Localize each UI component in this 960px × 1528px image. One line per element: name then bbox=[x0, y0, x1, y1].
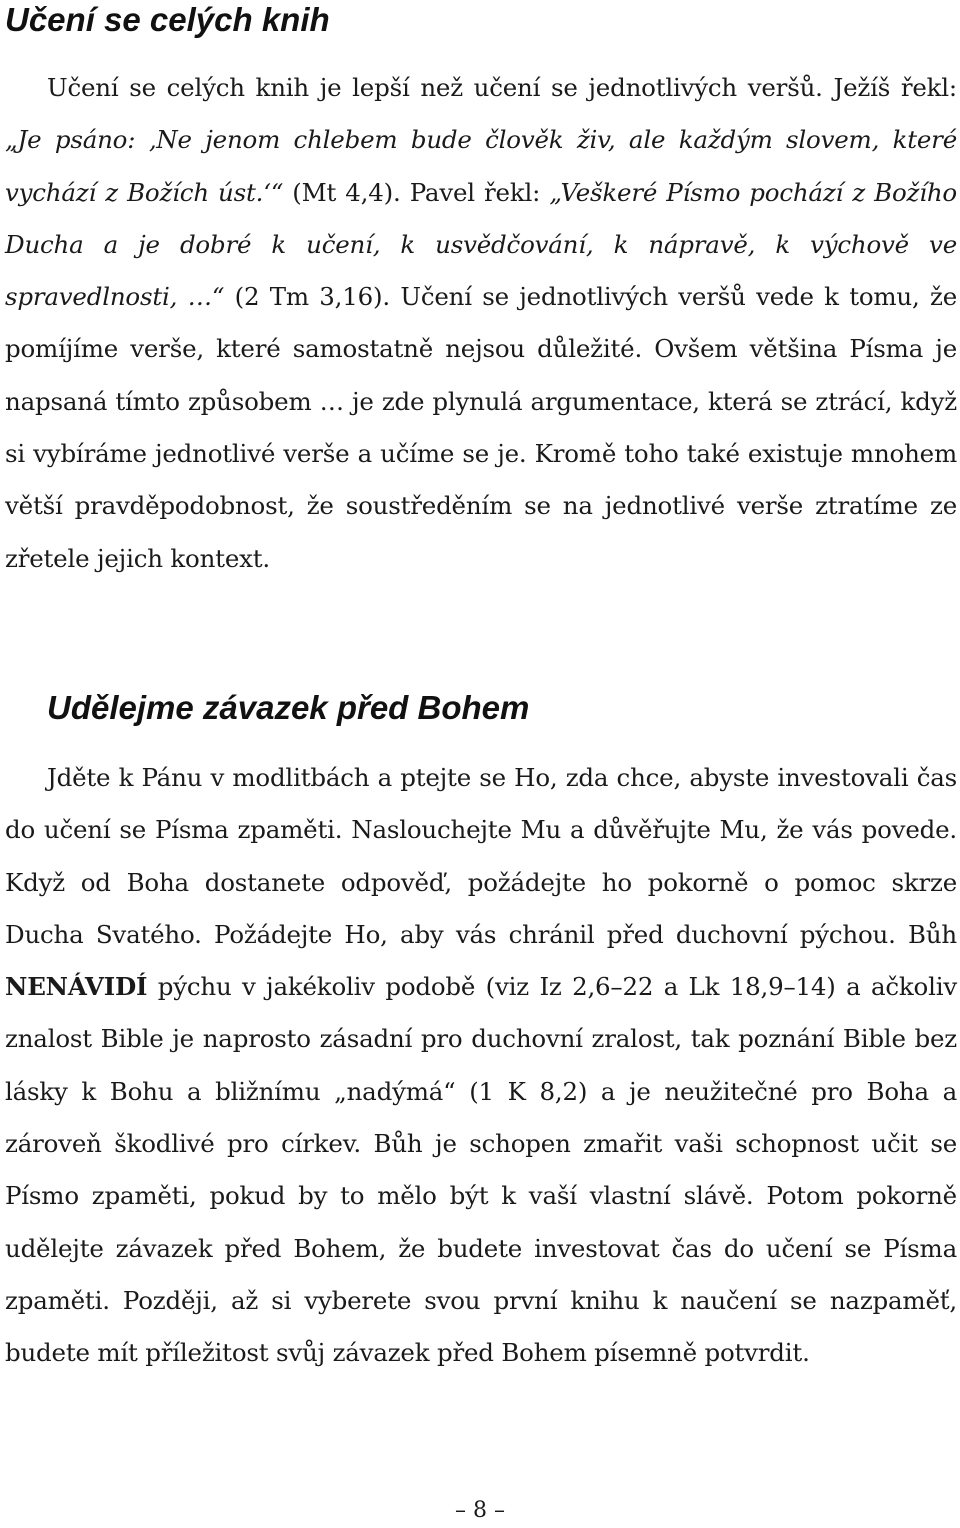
emphasis-hates: NENÁVIDÍ bbox=[5, 972, 148, 1002]
paragraph-text: Jděte k Pánu v modlitbách a ptejte se Ho, zda chce, abyste investovali čas do učení se Písma zpaměti. Naslouchejte Mu a důvěřujte Mu, že vás povede. Když od Boha dostanete odpověď, požádejte ho pokorně o pomoc skrze Ducha Svatého. Požádejte Ho, aby vás chránil před duchovní pýchou. Bůh bbox=[5, 763, 957, 949]
paragraph-text: Učení se celých knih je lepší než učení se jednotlivých veršů. Ježíš řekl: bbox=[47, 73, 957, 102]
quote-timothy: „Veškeré Písmo pochází z Božího Ducha a je dobré k učení, k usvědčování, k nápravě, k výchově ve spravedlnosti, …“ bbox=[5, 177, 957, 312]
paragraph-whole-books bbox=[5, 62, 957, 585]
paragraph-text: (2 Tm 3,16). Učení se jednotlivých veršů vede k tomu, že pomíjíme verše, které samostatně nejsou důležité. Ovšem většina Písma je napsaná tímto způsobem … je zde plynulá argumentace, která se ztrácí, když si vybíráme jednotlivé verše a učíme se je. Kromě toho také existuje mnohem větší pravděpodobnost, že soustředěním se na jednotlivé verše ztratíme ze zřetele jejich kontext. bbox=[5, 282, 957, 573]
section-heading-whole-books: Učení se celých knih bbox=[5, 1, 330, 38]
paragraph-text: (Mt 4,4). Pavel řekl: bbox=[283, 177, 550, 207]
paragraph-text: pýchu v jakékoliv podobě (viz Iz 2,6–22 a Lk 18,9–14) a ačkoliv znalost Bible je naprosto zásadní pro duchovní zralost, tak poznání Bible bez lásky k Bohu a bližnímu „nadýmá“ (1 K 8,2) a je neužitečné pro Boha a zároveň škodlivé pro církev. Bůh je schopen zmařit vaši schopnost učit se Písmo zpaměti, pokud by to mělo být k vaší vlastní slávě. Potom pokorně udělejte závazek před Bohem, že budete investovat čas do učení se Písma zpaměti. Později, až si vyberete svou první knihu k naučení se nazpaměť, budete mít příležitost svůj závazek před Bohem písemně potvrdit. bbox=[5, 972, 957, 1368]
paragraph-commitment bbox=[5, 752, 957, 1380]
quote-matthew: „Je psáno: ‚Ne jenom chlebem bude člověk živ, ale každým slovem, které vychází z Božích úst.‘“ bbox=[5, 125, 957, 207]
page-number: – 8 – bbox=[455, 1498, 505, 1523]
section-heading-commitment: Udělejme závazek před Bohem bbox=[47, 689, 530, 726]
